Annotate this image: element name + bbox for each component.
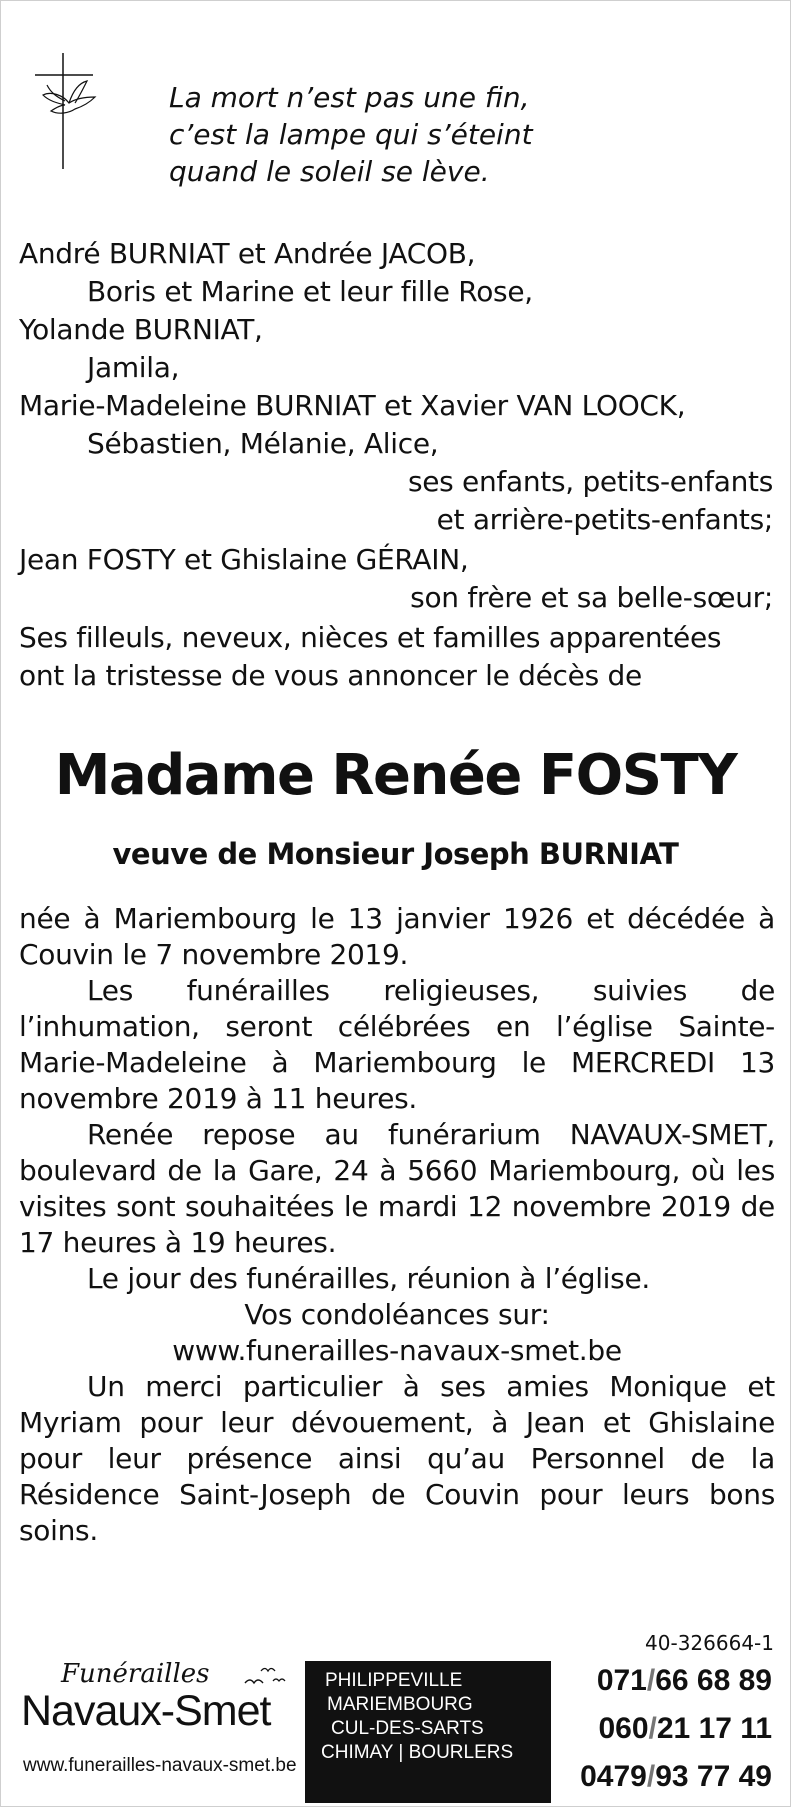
phone-digits: 93 77 49 [655,1760,772,1793]
phone-number[interactable] [580,1705,772,1753]
family-relation: ses enfants, petits-enfants [407,465,773,498]
funeral-home-name: Navaux-Smet [21,1687,271,1735]
location: PHILIPPEVILLE [325,1670,463,1691]
condolences-link[interactable]: www.funerailles-navaux-smet.be [172,1334,622,1367]
reference-number: 40-326664-1 [645,1631,774,1655]
family-line: Yolande BURNIAT, [19,313,263,346]
family-list [19,235,775,695]
funeral-home-footer [1,1657,790,1807]
family-relation: son frère et sa belle-sœur; [410,581,773,614]
phone-separator: / [648,1712,657,1745]
phone-digits: 66 68 89 [655,1664,772,1697]
phone-separator: / [646,1664,656,1697]
family-line: Sébastien, Mélanie, Alice, [87,427,439,460]
family-line: Jamila, [87,351,180,384]
family-line: Jean FOSTY et Ghislaine GÉRAIN, [19,543,469,576]
phone-number[interactable] [580,1657,772,1705]
widow-of: veuve de Monsieur Joseph BURNIAT [112,837,679,871]
visit-info: Renée repose au funérarium NAVAUX-SMET, boulevard de la Gare, 24 à 5660 Mariembourg, où les visites sont souhaitées le mardi 12 novembre 2019 de 17 heures à 19 heures. [19,1118,775,1259]
location: MARIEMBOURG [327,1694,473,1715]
epigraph-line: c’est la lampe qui s’éteint [169,118,533,151]
family-line: Marie-Madeleine BURNIAT et Xavier VAN LOOCK, [19,389,686,422]
location: CUL-DES-SARTS [331,1718,484,1739]
funeral-info: Les funérailles religieuses, suivies de l’inhumation, seront célébrées en l’église Sainte-Marie-Madeleine à Mariembourg le MERCREDI 13 novembre 2019 à 11 heures. [19,974,775,1115]
locations-box [305,1661,551,1803]
deceased-name: Madame Renée FOSTY [54,743,737,808]
family-line: Boris et Marine et leur fille Rose, [87,275,533,308]
meeting-info: Le jour des funérailles, réunion à l’église. [87,1262,650,1295]
family-relation: et arrière-petits-enfants; [436,503,773,536]
funeral-home-script-title: Funérailles [61,1659,210,1689]
epigraph [169,79,533,190]
funeral-home-url[interactable]: www.funerailles-navaux-smet.be [23,1755,297,1776]
birth-death-info: née à Mariembourg le 13 janvier 1926 et décédée à Couvin le 7 novembre 2019. [19,902,775,971]
thanks-info: Un merci particulier à ses amies Monique et Myriam pour leur dévouement, à Jean et Ghislaine pour leur présence ainsi qu’au Personnel de la Résidence Saint-Joseph de Couvin pour leurs bons soins. [19,1370,775,1547]
family-line: Ses filleuls, neveux, nièces et familles apparentées [19,621,722,654]
epigraph-line: quand le soleil se lève. [169,155,490,188]
condolences-label: Vos condoléances sur: [244,1298,550,1331]
details [19,901,775,1549]
phone-prefix: 071 [596,1664,647,1697]
announcement-line: ont la tristesse de vous annoncer le décès de [19,659,642,692]
phone-prefix: 060 [598,1712,649,1745]
cross-dove-icon [29,51,109,171]
phone-list [580,1657,772,1801]
location: CHIMAY | BOURLERS [321,1742,514,1763]
phone-prefix: 0479 [580,1760,647,1793]
phone-digits: 21 17 11 [656,1712,772,1745]
epigraph-line: La mort n’est pas une fin, [169,81,530,114]
phone-separator: / [646,1760,656,1793]
phone-number[interactable] [580,1753,772,1801]
family-line: André BURNIAT et Andrée JACOB, [19,237,476,270]
